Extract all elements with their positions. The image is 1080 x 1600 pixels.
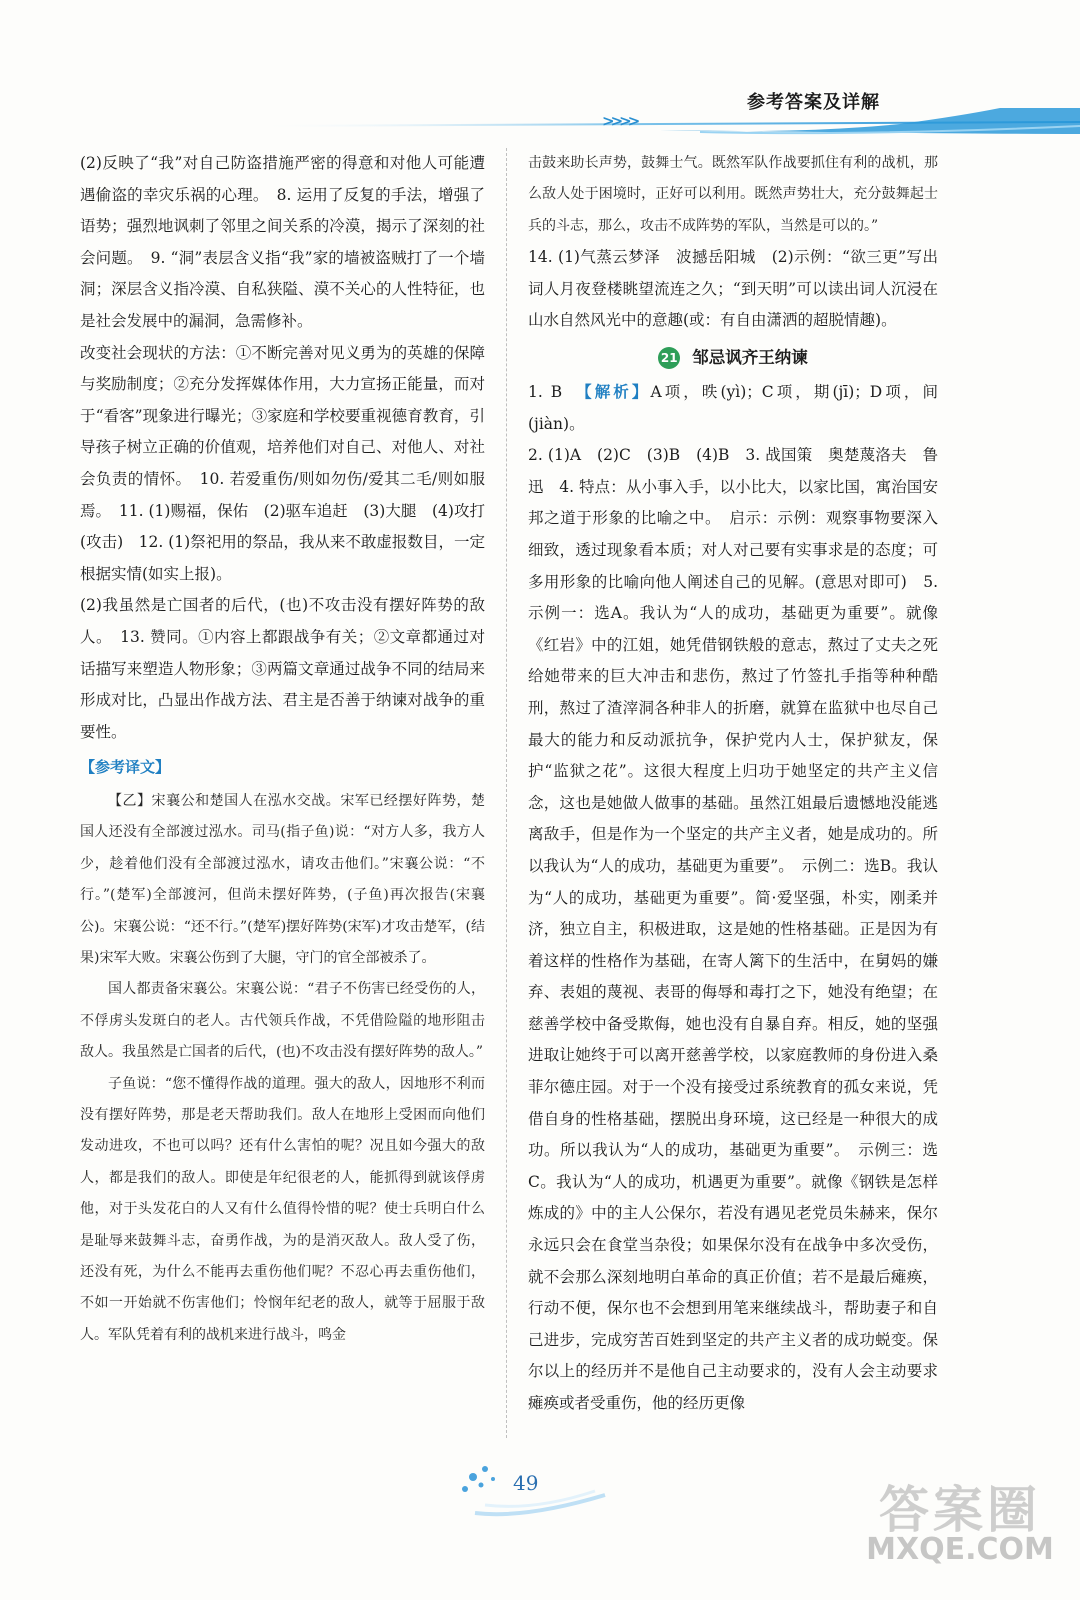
reference-translation (80, 786, 485, 1351)
translation-paragraph: 子鱼说：“您不懂得作战的道理。强大的敌人，因地形不利而没有摆好阵势，那是老天帮助我们。敌人在地形上受困而向他们发动进攻，不也可以吗？还有什么害怕的呢？况且如今强大的敌人，都是我们的敌人。即使是年纪很老的人，能抓得到就该俘虏他，对于头发花白的人又有什么值得怜惜的呢？使士兵明白什么是耻辱来鼓舞斗志，奋勇作战，为的是消灭敌人。敌人受了伤，还没有死，为什么不能再去重伤他们呢？不忍心再去重伤他们，不如一开始就不伤害他们；怜悯年纪老的敌人，就等于屈服于敌人。军队凭着有利的战机来进行战斗，鸣金 (80, 1075, 485, 1343)
page-number: 49 (513, 1471, 539, 1495)
reference-translation-label: 【参考译文】 (80, 758, 171, 777)
watermark (860, 1470, 1060, 1580)
snowflake-decoration-icon (455, 1455, 625, 1525)
chevron-decoration-icon: >>>> (602, 112, 637, 130)
question-1-prefix: 1. B (528, 383, 584, 401)
left-column (80, 148, 485, 1351)
question-1-analysis: A项，昳(yì)；C项，期(jī)；D项，间(jiàn)。 (528, 383, 938, 433)
answer-paragraph: (2)反映了“我”对自己防盗措施严密的得意和对他人可能遭遇偷盗的幸灾乐祸的心理。 8. 运用了反复的手法，增强了语势；强烈地讽刺了邻里之间关系的冷漠，揭示了深刻的社会问题。 9. “洞”表层含义指“我”家的墙被盗贼打了一个墙洞；深层含义指冷漠、自私狭隘、漠不关心的人性特征，也是社会发展中的漏洞，急需修补。 (80, 154, 485, 330)
translation-continuation: 击鼓来助长声势，鼓舞士气。既然军队作战要抓住有利的战机，那么敌人处于困境时，正好可以利用。既然声势壮大，充分鼓舞起士兵的斗志，那么，攻击不成阵势的军队，当然是可以的。” (528, 155, 938, 234)
answer-paragraph: 2. (1)A (2)C (3)B (4)B 3. 战国策 奥楚蔑洛夫 鲁迅 4. 特点：从小事入手，以小比大，以家比国，寓治国安邦之道于形象的比喻之中。 启示：示例：观察事物要深入细致，透过现象看本质；对人对己要有实事求是的态度；可多用形象的比喻向他人阐述自己的见解。(意思对即可) 5. 示例一：选A。我认为“人的成功，基础更为重要”。就像《红岩》中的江姐，她凭借钢铁般的意志，熬过了丈夫之死给她带来的巨大冲击和悲伤，熬过了竹签扎手指等种种酷刑，熬过了渣滓洞各种非人的折磨，就算在监狱中也尽自己最大的能力和反动派抗争，保护党内人士，保护狱友，保护“监狱之花”。这很大程度上归功于她坚定的共产主义信念，这也是她做人做事的基础。虽然江姐最后遗憾地没能逃离敌手，但是作为一个坚定的共产主义者，她是成功的。所以我认为“人的成功，基础更为重要”。 示例二：选B。我认为“人的成功，基础更为重要”。简·爱坚强，朴实，刚柔并济，独立自主，积极进取，这是她的性格基础。正是因为有着这样的性格作为基础，在寄人篱下的生活中，在舅妈的嫌弃、表姐的蔑视、表哥的侮辱和毒打之下，她没有绝望；在慈善学校中备受欺侮，她也没有自暴自弃。相反，她的坚强进取让她终于可以离开慈善学校，以家庭教师的身份进入桑菲尔德庄园。对于一个没有接受过系统教育的孤女来说，凭借自身的性格基础，摆脱出身环境，这已经是一种很大的成功。所以我认为“人的成功，基础更为重要”。 示例三：选C。我认为“人的成功，机遇更为重要”。就像《钢铁是怎样炼成的》中的主人公保尔，若没有遇见老党员朱赫来，保尔永远只会在食堂当杂役；如果保尔没有在战争中多次受伤，就不会那么深刻地明白革命的真正价值；若不是最后瘫痪，行动不便，保尔也不会想到用笔来继续战斗，帮助妻子和自己进步，完成穷苦百姓到坚定的共产主义者的成功蜕变。保尔以上的经历并不是他自己主动要求的，没有人会主动要求瘫痪或者受重伤，他的经历更像 (528, 446, 938, 1412)
watermark-url: MXQE.COM (866, 1532, 1054, 1567)
header-decoration (0, 104, 1080, 140)
answer-paragraph: 改变社会现状的方法：①不断完善对见义勇为的英雄的保障与奖励制度；②充分发挥媒体作用，大力宣扬正能量，而对于“看客”现象进行曝光；③家庭和学校要重视德育教育，引导孩子树立正确的价值观，培养他们对自己、对他人、对社会负责的情怀。 10. 若爱重伤/则如勿伤/爱其二毛/则如服焉。 11. (1)赐福，保佑 (2)驱车追赶 (3)大腿 (4)攻打(攻击) 12. (1)祭祀用的祭品，我从来不敢虚报数目，一定根据实情(如实上报)。 (80, 343, 485, 583)
analysis-label: 【解析】 (583, 383, 651, 401)
page-number-badge (455, 1455, 625, 1525)
answer-paragraph: (2)我虽然是亡国者的后代，(也)不攻击没有摆好阵势的敌人。 13. 赞同。①内容上都跟战争有关；②文章都通过对话描写来塑造人物形象；③两篇文章通过战争不同的结局来形成对比，凸显出作战方法、君主是否善于纳谏对战争的重要性。 (80, 596, 485, 741)
answer-paragraph: 14. (1)气蒸云梦泽 波撼岳阳城 (2)示例：“欲三更”写出词人月夜登楼眺望流连之久；“到天明”可以读出词人沉浸在山水自然风光中的意趣(或：有自由潇洒的超脱情趣)。 (528, 248, 938, 330)
column-divider (506, 148, 507, 1438)
header-title: 参考答案及详解 (747, 92, 880, 113)
translation-paragraph: 国人都责备宋襄公。宋襄公说：“君子不伤害已经受伤的人，不俘虏头发斑白的老人。古代领兵作战，不凭借险隘的地形阻击敌人。我虽然是亡国者的后代，(也)不攻击没有摆好阵势的敌人。” (80, 981, 485, 1061)
section-title: 邹忌讽齐王纳谏 (692, 348, 808, 368)
watermark-logo: 答案圈 (879, 1481, 1041, 1539)
translation-paragraph: 【乙】宋襄公和楚国人在泓水交战。宋军已经摆好阵势，楚国人还没有全部渡过泓水。司马(指子鱼)说：“对方人多，我方人少，趁着他们没有全部渡过泓水，请攻击他们。”宋襄公说：“不行。”(楚军)全部渡河，但尚未摆好阵势，(子鱼)再次报告(宋襄公)。宋襄公说：“还不行。”(楚军)摆好阵势(宋军)才攻击楚军，(结果)宋军大败。宋襄公伤到了大腿，守门的官全部被杀了。 (80, 792, 485, 966)
section-number-badge: 21 (658, 347, 680, 369)
section-heading (528, 343, 938, 373)
page-header (0, 0, 1080, 140)
right-column (528, 148, 938, 1420)
answer-paragraph (528, 377, 938, 440)
